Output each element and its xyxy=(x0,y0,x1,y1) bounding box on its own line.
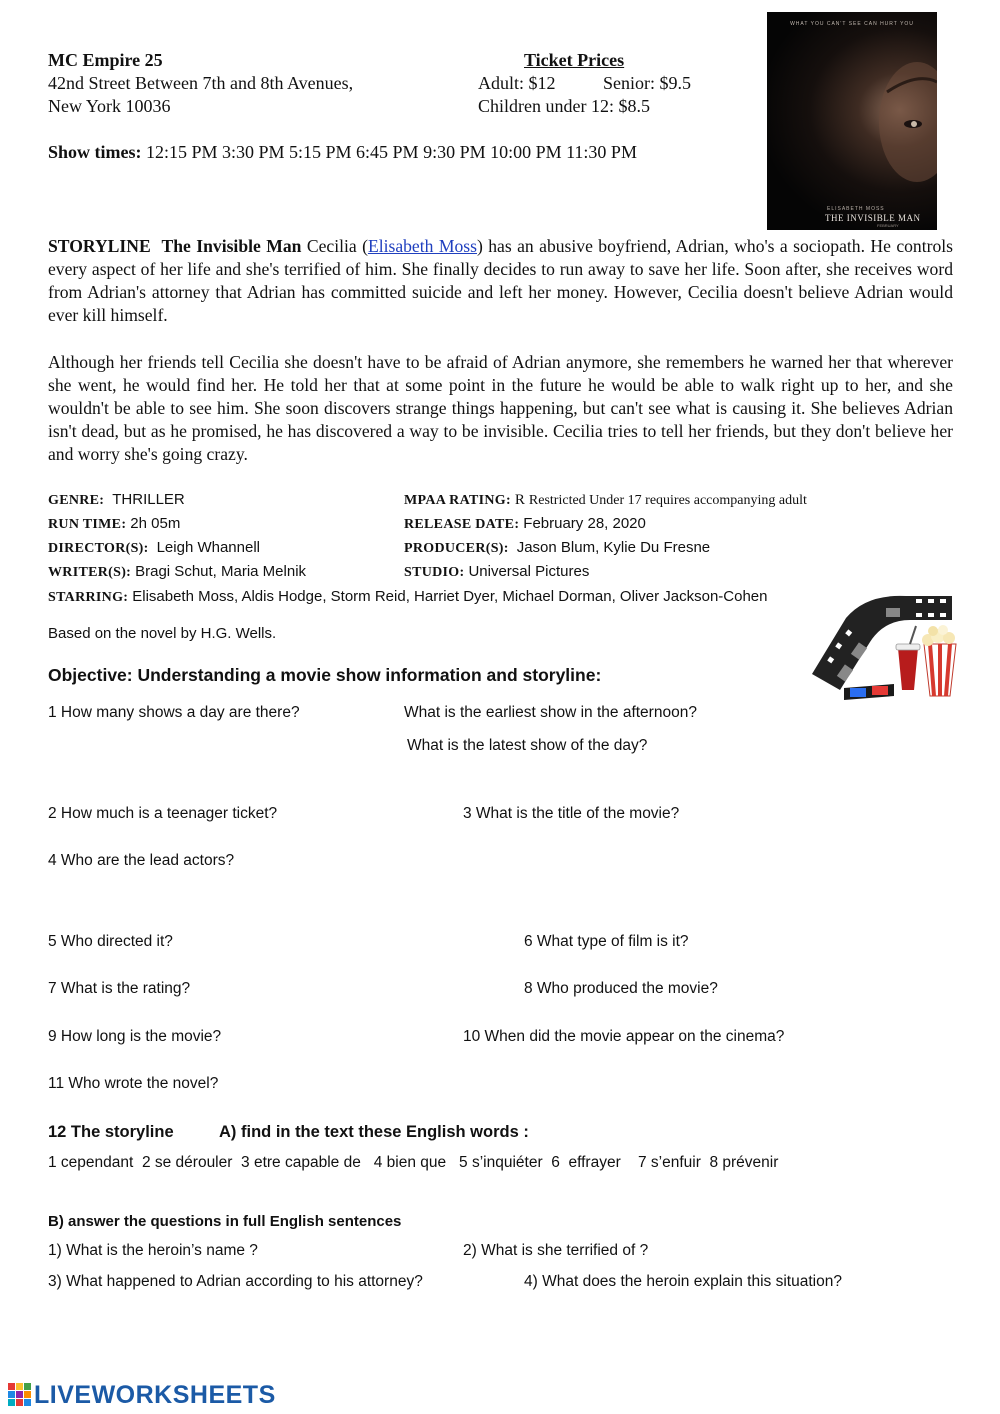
question-b3: 3) What happened to Adrian according to his attorney? xyxy=(48,1273,423,1290)
question-11: 11 Who wrote the novel? xyxy=(48,1075,219,1092)
mpaa-note: Restricted Under 17 requires accompanying adult xyxy=(528,493,807,508)
elisabeth-moss-link[interactable]: Elisabeth Moss xyxy=(367,236,477,256)
section-12-label: 12 The storyline xyxy=(48,1123,174,1141)
storyline-text-b: ) has an abusive boyfriend, Adrian, who's a sociopath. He controls every aspect of her life and she's terrified of him. She finally decides to run away to save her life. Soon after, she receives word from Adrian's attorney that Adrian has committed suicide and left her money. However, Cecilia doesn't believe Adrian would ever kill himself. xyxy=(48,236,954,325)
question-b4: 4) What does the heroin explain this situation? xyxy=(524,1273,842,1290)
question-4: 4 Who are the lead actors? xyxy=(48,852,235,869)
storyline-movie-title: The Invisible Man xyxy=(161,236,302,256)
runtime-key: RUN TIME: xyxy=(48,517,127,532)
genre-key: GENRE: xyxy=(48,493,105,508)
question-10: 10 When did the movie appear on the cinema? xyxy=(463,1028,785,1045)
release-value: February 28, 2020 xyxy=(523,515,646,532)
storyline-paragraph-2: Although her friends tell Cecilia she doesn't have to be afraid of Adrian anymore, she remembers he warned her that wherever she went, he would find her. He told her that at some point in the future he would be able to walk right up to her, and she wouldn't be able to see him. She soon discovers strange things happening, but can't see what is causing it. She believes Adrian isn't dead, but as he promised, he has discovered a way to be invisible. Cecilia tries to tell her friends, but they don't believe her and worry she's going crazy. xyxy=(48,352,953,464)
question-8: 8 Who produced the movie? xyxy=(524,980,718,997)
question-7: 7 What is the rating? xyxy=(48,980,191,997)
question-1: 1 How many shows a day are there? xyxy=(48,704,300,721)
section-12a-label: A) find in the text these English words : xyxy=(219,1123,529,1141)
studio-value: Universal Pictures xyxy=(468,563,590,580)
vocabulary-words: 1 cependant 2 se dérouler 3 etre capable de 4 bien que 5 s’inquiéter 6 effrayer 7 s’enfuir 8 prévenir xyxy=(48,1154,779,1171)
question-9: 9 How long is the movie? xyxy=(48,1028,222,1045)
price-senior: Senior: $9.5 xyxy=(603,73,691,93)
ticket-prices-heading: Ticket Prices xyxy=(524,50,625,70)
detail-runtime xyxy=(48,515,180,533)
cinema-address-line1: 42nd Street Between 7th and 8th Avenues, xyxy=(48,73,354,93)
writer-key: WRITER(S): xyxy=(48,565,132,580)
producer-key: PRODUCER(S): xyxy=(404,541,509,556)
question-b1: 1) What is the heroin’s name ? xyxy=(48,1242,258,1259)
producer-value: Jason Blum, Kylie Du Fresne xyxy=(516,539,711,556)
runtime-value: 2h 05m xyxy=(130,515,181,532)
detail-release xyxy=(404,515,646,533)
director-value: Leigh Whannell xyxy=(156,539,260,556)
question-1b: What is the earliest show in the afternoon? xyxy=(404,704,697,721)
detail-producer xyxy=(404,539,710,557)
genre-value: THRILLER xyxy=(112,491,185,508)
showtimes-label: Show times: xyxy=(48,142,142,162)
film-reel-popcorn-icon xyxy=(806,586,962,704)
showtimes-row xyxy=(48,141,637,164)
liveworksheets-wordmark: LIVEWORKSHEETS xyxy=(34,1380,276,1409)
cinema-clipart xyxy=(806,586,962,704)
poster-title: THE INVISIBLE MAN xyxy=(825,213,921,223)
detail-starring xyxy=(48,588,767,606)
question-2: 2 How much is a teenager ticket? xyxy=(48,805,278,822)
poster-face-art xyxy=(767,12,937,230)
based-on-note: Based on the novel by H.G. Wells. xyxy=(48,625,277,642)
poster-tagline: WHAT YOU CAN'T SEE CAN HURT YOU xyxy=(790,21,914,27)
detail-mpaa xyxy=(404,491,807,509)
mpaa-value: R xyxy=(514,492,525,508)
question-6: 6 What type of film is it? xyxy=(524,933,689,950)
question-5: 5 Who directed it? xyxy=(48,933,173,950)
storyline-paragraph-1 xyxy=(48,235,953,327)
liveworksheets-logo[interactable] xyxy=(8,1381,276,1409)
detail-studio xyxy=(404,563,589,581)
detail-director xyxy=(48,539,260,557)
section-12b-label: B) answer the questions in full English sentences xyxy=(48,1213,402,1230)
price-children: Children under 12: $8.5 xyxy=(478,96,650,116)
storyline-label: STORYLINE xyxy=(48,236,151,256)
poster-actor: ELISABETH MOSS xyxy=(827,206,885,212)
showtimes-list: 12:15 PM 3:30 PM 5:15 PM 6:45 PM 9:30 PM 10:00 PM 11:30 PM xyxy=(146,142,637,162)
objective-heading: Objective: Understanding a movie show information and storyline: xyxy=(48,665,602,685)
question-3: 3 What is the title of the movie? xyxy=(463,805,680,822)
writer-value: Bragi Schut, Maria Melnik xyxy=(135,563,307,580)
mpaa-key: MPAA RATING: xyxy=(404,493,511,508)
starring-key: STARRING: xyxy=(48,590,129,605)
cinema-address-line2: New York 10036 xyxy=(48,96,171,116)
cinema-name: MC Empire 25 xyxy=(48,50,163,70)
release-key: RELEASE DATE: xyxy=(404,517,520,532)
studio-key: STUDIO: xyxy=(404,565,465,580)
question-b2: 2) What is she terrified of ? xyxy=(463,1242,649,1259)
storyline-text-a: Cecilia ( xyxy=(306,236,368,256)
director-key: DIRECTOR(S): xyxy=(48,541,149,556)
price-adult: Adult: $12 xyxy=(478,73,556,93)
question-1c: What is the latest show of the day? xyxy=(407,737,648,754)
detail-genre xyxy=(48,491,185,509)
detail-writer xyxy=(48,563,306,581)
movie-poster xyxy=(767,12,937,230)
poster-footer: FEBRUARY xyxy=(877,223,899,228)
liveworksheets-grid-icon xyxy=(8,1383,32,1407)
starring-value: Elisabeth Moss, Aldis Hodge, Storm Reid, Harriet Dyer, Michael Dorman, Oliver Jackson-Cohen xyxy=(132,588,768,605)
